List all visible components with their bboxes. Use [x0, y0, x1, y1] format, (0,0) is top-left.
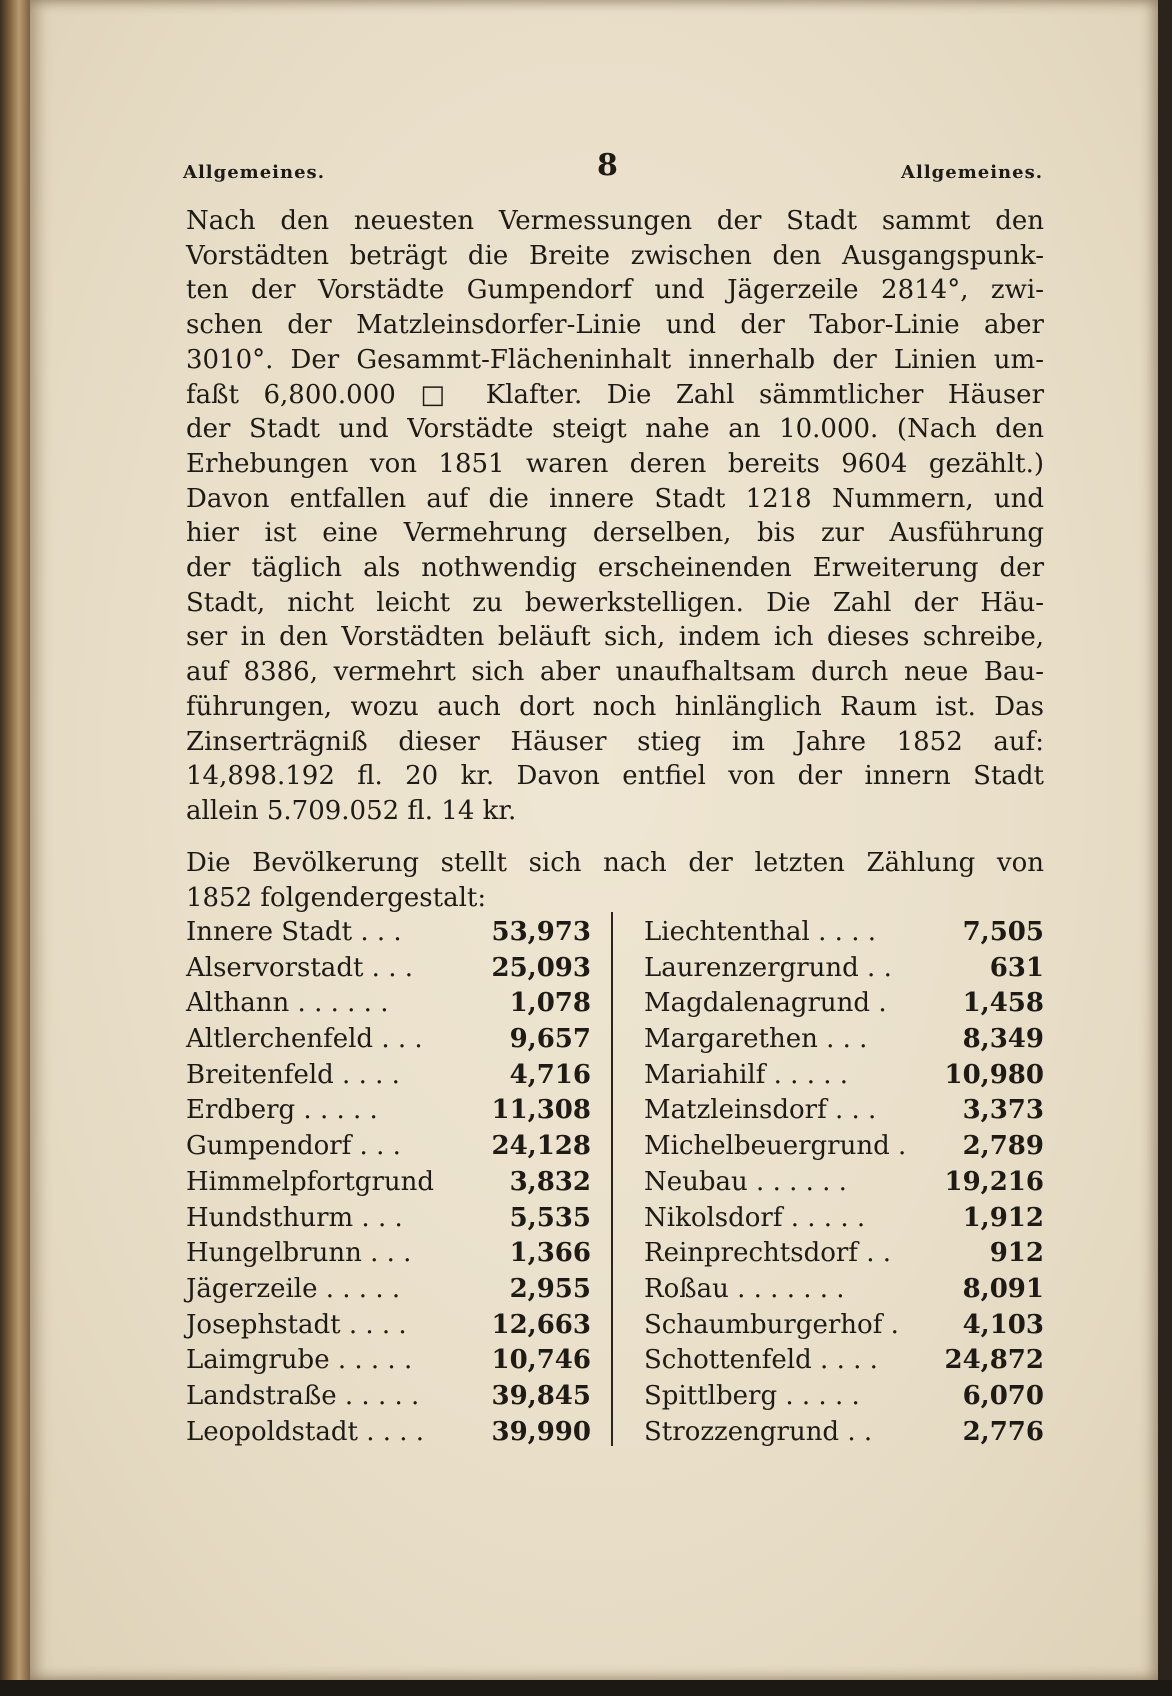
- text-line: ten der Vorstädte Gumpendorf und Jägerzeile 2814°, zwi-: [186, 275, 1044, 306]
- bottom-edge: [0, 1680, 1172, 1696]
- district-name: Breitenfeld . . . .: [186, 1059, 400, 1090]
- text-line: Nach den neuesten Vermessungen der Stadt sammt den: [186, 206, 1044, 236]
- district-name: Liechtenthal . . . .: [644, 917, 876, 947]
- district-name: Jägerzeile . . . . .: [186, 1273, 401, 1304]
- text-line: 14,898.192 fl. 20 kr. Davon entfiel von der innern Stadt: [186, 761, 1044, 792]
- population-value: 631: [989, 952, 1044, 983]
- district-name: Erdberg . . . . .: [186, 1095, 378, 1126]
- population-value: 39,845: [491, 1380, 591, 1411]
- population-value: 4,716: [509, 1059, 591, 1090]
- text-line: führungen, wozu auch dort noch hinlänglich Raum ist. Das: [186, 691, 1044, 722]
- table-row: [644, 1308, 1044, 1344]
- text-line: der Stadt und Vorstädte steigt nahe an 10.000. (Nach den: [186, 414, 1044, 445]
- district-name: Gumpendorf . . .: [186, 1131, 401, 1162]
- population-value: 53,973: [491, 917, 591, 947]
- text-line: 1852 folgendergestalt:: [186, 882, 487, 913]
- district-name: Leopoldstadt . . . .: [186, 1416, 425, 1447]
- table-row: [186, 1058, 591, 1094]
- district-name: Neubau . . . . . .: [644, 1166, 847, 1197]
- paragraph-city-measurements: [186, 204, 1044, 829]
- table-row: [644, 1379, 1044, 1415]
- district-name: Himmelpfortgrund: [186, 1166, 435, 1197]
- district-name: Strozzengrund . .: [644, 1416, 873, 1447]
- population-value: 8,091: [962, 1273, 1044, 1304]
- population-value: 1,078: [509, 988, 591, 1019]
- district-name: Landstraße . . . . .: [186, 1380, 420, 1411]
- table-row: [644, 1093, 1044, 1129]
- table-row: [186, 1415, 591, 1451]
- population-value: 11,308: [491, 1095, 591, 1126]
- text-line: allein 5.709.052 fl. 14 kr.: [186, 795, 517, 826]
- text-line: hier ist eine Vermehrung derselben, bis zur Ausführung: [186, 518, 1044, 549]
- text-line: Davon entfallen auf die innere Stadt 1218 Nummern, und: [186, 483, 1044, 514]
- table-row: [186, 1093, 591, 1129]
- table-row: [644, 986, 1044, 1022]
- table-row: [186, 986, 591, 1022]
- population-value: 1,366: [509, 1238, 591, 1269]
- running-header: [183, 148, 1043, 188]
- table-row: [186, 1308, 591, 1344]
- table-row: [644, 1058, 1044, 1094]
- table-row: [644, 1201, 1044, 1237]
- table-row: [186, 1379, 591, 1415]
- table-row: [186, 1343, 591, 1379]
- table-row: [186, 951, 591, 987]
- table-row: [186, 1236, 591, 1272]
- district-name: Reinprechtsdorf . .: [644, 1238, 891, 1269]
- population-table-right: [644, 915, 1044, 1450]
- population-value: 8,349: [962, 1024, 1044, 1055]
- text-line: Zinserträgniß dieser Häuser stieg im Jahre 1852 auf:: [186, 726, 1044, 757]
- population-value: 39,990: [491, 1416, 591, 1447]
- table-row: [644, 1415, 1044, 1451]
- population-value: 9,657: [509, 1024, 591, 1055]
- text-line: der täglich als nothwendig erscheinenden Erweiterung der: [186, 553, 1044, 584]
- district-name: Nikolsdorf . . . . .: [644, 1202, 866, 1233]
- population-value: 1,458: [962, 988, 1044, 1019]
- population-value: 25,093: [491, 952, 591, 983]
- district-name: Josephstadt . . . .: [186, 1309, 407, 1340]
- district-name: Hungelbrunn . . .: [186, 1238, 412, 1269]
- population-value: 10,980: [944, 1059, 1044, 1090]
- page-number: 8: [597, 148, 618, 183]
- district-name: Hundsthurm . . .: [186, 1202, 403, 1233]
- population-value: 19,216: [944, 1166, 1044, 1197]
- header-right: Allgemeines.: [901, 162, 1043, 183]
- district-name: Magdalenagrund .: [644, 988, 887, 1019]
- table-row: [644, 1236, 1044, 1272]
- district-name: Schaumburgerhof .: [644, 1309, 899, 1340]
- table-row: [644, 1165, 1044, 1201]
- district-name: Roßau . . . . . . .: [644, 1273, 845, 1304]
- district-name: Matzleinsdorf . . .: [644, 1095, 877, 1126]
- text-line: Vorstädten beträgt die Breite zwischen den Ausgangspunk-: [186, 240, 1044, 271]
- text-line: ser in den Vorstädten beläuft sich, indem ich dieses schreibe,: [186, 622, 1044, 653]
- page-edge: [0, 0, 32, 1696]
- district-name: Althann . . . . . .: [186, 988, 389, 1019]
- table-row: [186, 1022, 591, 1058]
- text-line: Erhebungen von 1851 waren deren bereits 9604 gezählt.): [186, 448, 1044, 479]
- table-row: [644, 1343, 1044, 1379]
- district-name: Margarethen . . .: [644, 1024, 868, 1055]
- text-line: 3010°. Der Gesammt-Flächeninhalt innerhalb der Linien um-: [186, 344, 1044, 375]
- district-name: Michelbeuergrund .: [644, 1131, 907, 1162]
- district-name: Laurenzergrund . .: [644, 952, 892, 983]
- population-value: 7,505: [962, 917, 1044, 947]
- population-value: 4,103: [962, 1309, 1044, 1340]
- table-row: [644, 1272, 1044, 1308]
- population-value: 12,663: [491, 1309, 591, 1340]
- district-name: Alservorstadt . . .: [186, 952, 413, 983]
- population-value: 24,872: [944, 1345, 1044, 1376]
- population-value: 2,789: [962, 1131, 1044, 1162]
- text-line: schen der Matzleinsdorfer-Linie und der Tabor-Linie aber: [186, 310, 1044, 341]
- table-row: [644, 1129, 1044, 1165]
- table-row: [186, 915, 591, 951]
- population-table-left: [186, 915, 591, 1450]
- district-name: Laimgrube . . . . .: [186, 1345, 413, 1376]
- population-value: 3,832: [509, 1166, 591, 1197]
- text-line: faßt 6,800.000 □ Klafter. Die Zahl sämmtlicher Häuser: [186, 379, 1044, 410]
- right-edge: [1158, 0, 1172, 1696]
- population-value: 2,776: [962, 1416, 1044, 1447]
- table-row: [644, 951, 1044, 987]
- table-row: [644, 915, 1044, 951]
- population-value: 912: [989, 1238, 1044, 1269]
- text-line: Stadt, nicht leicht zu bewerkstelligen. Die Zahl der Häu-: [186, 587, 1044, 618]
- population-value: 10,746: [491, 1345, 591, 1376]
- population-value: 6,070: [962, 1380, 1044, 1411]
- text-line: auf 8386, vermehrt sich aber unaufhaltsam durch neue Bau-: [186, 657, 1044, 688]
- text-line: Die Bevölkerung stellt sich nach der letzten Zählung von: [186, 848, 1044, 878]
- district-name: Spittlberg . . . . .: [644, 1380, 860, 1411]
- population-value: 1,912: [962, 1202, 1044, 1233]
- header-left: Allgemeines.: [183, 162, 325, 183]
- district-name: Innere Stadt . . .: [186, 917, 402, 947]
- table-row: [186, 1165, 591, 1201]
- district-name: Altlerchenfeld . . .: [186, 1024, 423, 1055]
- table-row: [186, 1129, 591, 1165]
- population-value: 24,128: [491, 1131, 591, 1162]
- population-value: 5,535: [509, 1202, 591, 1233]
- paragraph-population-intro: [186, 846, 1044, 915]
- table-row: [186, 1201, 591, 1237]
- table-row: [186, 1272, 591, 1308]
- district-name: Mariahilf . . . . .: [644, 1059, 849, 1090]
- district-name: Schottenfeld . . . .: [644, 1345, 878, 1376]
- population-value: 2,955: [509, 1273, 591, 1304]
- table-row: [644, 1022, 1044, 1058]
- column-divider: [611, 912, 613, 1446]
- population-value: 3,373: [962, 1095, 1044, 1126]
